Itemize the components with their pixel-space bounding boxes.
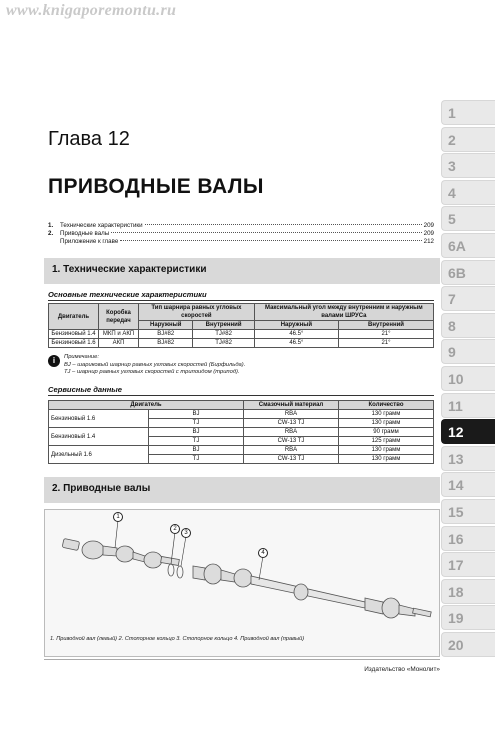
table-of-contents xyxy=(48,222,434,246)
toc-title: Технические характеристики xyxy=(60,222,143,229)
column-header: Тип шарнира равных угловых скоростей xyxy=(139,304,255,321)
drive-shaft-figure xyxy=(44,509,440,657)
chapter-tab-8[interactable]: 8 xyxy=(441,313,495,338)
chapter-tab-11[interactable]: 11 xyxy=(441,393,495,418)
chapter-tab-12[interactable]: 12 xyxy=(441,419,495,444)
table-cell: TJ#82 xyxy=(193,339,254,348)
column-header: Двигатель xyxy=(49,401,244,410)
toc-title: Приложение к главе xyxy=(60,238,119,245)
callout-2: 2 xyxy=(170,524,180,534)
chapter-tabs xyxy=(441,100,495,658)
table-cell: 125 грамм xyxy=(339,437,434,446)
table-row xyxy=(49,446,434,455)
section-title: 1. Технические характеристики xyxy=(52,264,207,275)
table-cell: Бензиновый 1.6 xyxy=(49,410,149,428)
table-cell: RBA xyxy=(244,410,339,419)
table-row xyxy=(49,428,434,437)
table-cell: 46.5° xyxy=(254,339,338,348)
table-cell: МКП и АКП xyxy=(99,330,139,339)
table-cell: CW-13 TJ xyxy=(244,419,339,428)
table-cell: АКП xyxy=(99,339,139,348)
table-cell: 21° xyxy=(339,330,434,339)
chapter-tab-6b[interactable]: 6В xyxy=(441,260,495,285)
chapter-tab-10[interactable]: 10 xyxy=(441,366,495,391)
column-header: Наружный xyxy=(139,321,193,330)
toc-leader xyxy=(145,224,422,225)
table-cell: RBA xyxy=(244,428,339,437)
callout-3: 3 xyxy=(181,528,191,538)
table-cell: BJ xyxy=(149,446,244,455)
chapter-tab-17[interactable]: 17 xyxy=(441,552,495,577)
table-cell: 90 грамм xyxy=(339,428,434,437)
column-header: Наружный xyxy=(254,321,338,330)
section-header-drive-shafts xyxy=(44,477,440,503)
basic-specs-table xyxy=(48,303,434,348)
chapter-tab-6a[interactable]: 6А xyxy=(441,233,495,258)
chapter-tab-9[interactable]: 9 xyxy=(441,339,495,364)
note-line: TJ – шарнир равных угловых скоростей с трипоидом (трипод). xyxy=(64,369,240,375)
drive-shaft-illustration xyxy=(45,510,439,630)
toc-title: Приводные валы xyxy=(60,230,110,237)
table-cell: 130 грамм xyxy=(339,446,434,455)
service-data-table xyxy=(48,400,434,464)
divider xyxy=(48,300,434,301)
chapter-tab-16[interactable]: 16 xyxy=(441,526,495,551)
table-row xyxy=(49,339,434,348)
column-header: Максимальный угол между внутренним и наружным валами ШРУСа xyxy=(254,304,433,321)
table-cell: Бензиновый 1.4 xyxy=(49,330,99,339)
table-cell: RBA xyxy=(244,446,339,455)
note-text xyxy=(64,354,245,377)
toc-page: 209 xyxy=(423,230,434,237)
chapter-tab-14[interactable]: 14 xyxy=(441,472,495,497)
toc-entry[interactable] xyxy=(48,222,434,230)
table-cell: TJ#82 xyxy=(193,330,254,339)
table-cell: BJ xyxy=(149,410,244,419)
column-header: Количество xyxy=(339,401,434,410)
toc-number: 2. xyxy=(48,230,54,237)
table-cell: Бензиновый 1.6 xyxy=(49,339,99,348)
table-row xyxy=(49,330,434,339)
table-cell: 21° xyxy=(339,339,434,348)
chapter-tab-13[interactable]: 13 xyxy=(441,446,495,471)
section-header-specs xyxy=(44,258,440,284)
table-cell: BJ#82 xyxy=(139,339,193,348)
chapter-tab-18[interactable]: 18 xyxy=(441,579,495,604)
toc-page: 209 xyxy=(423,222,434,229)
chapter-tab-2[interactable]: 2 xyxy=(441,127,495,152)
table-cell: TJ xyxy=(149,419,244,428)
chapter-tab-1[interactable]: 1 xyxy=(441,100,495,125)
chapter-tab-20[interactable]: 20 xyxy=(441,632,495,657)
note-line: BJ – шариковый шарнир равных угловых скоростей (Бирфильда). xyxy=(64,361,246,368)
toc-number: 1. xyxy=(48,222,54,229)
toc-entry[interactable] xyxy=(48,238,434,246)
column-header: Коробка передач xyxy=(99,304,139,330)
page-title: ПРИВОДНЫЕ ВАЛЫ xyxy=(48,175,264,198)
divider xyxy=(48,395,434,396)
table-cell: CW-13 TJ xyxy=(244,455,339,464)
table-cell: 130 грамм xyxy=(339,419,434,428)
table-cell: 130 грамм xyxy=(339,410,434,419)
section-title: 2. Приводные валы xyxy=(52,483,151,494)
table-cell: 46.5° xyxy=(254,330,338,339)
toc-entry[interactable] xyxy=(48,230,434,238)
chapter-tab-15[interactable]: 15 xyxy=(441,499,495,524)
watermark: www.knigaporemontu.ru xyxy=(6,2,177,19)
chapter-label: Глава 12 xyxy=(48,128,130,150)
table-cell: BJ xyxy=(149,428,244,437)
table-row xyxy=(49,410,434,419)
callout-1: 1 xyxy=(113,512,123,522)
note-label: Примечание: xyxy=(64,354,99,360)
basic-specs-title: Основные технические характеристики xyxy=(48,290,207,299)
column-header: Внутренний xyxy=(339,321,434,330)
publisher-label: Издательство «Монолит» xyxy=(364,666,440,673)
chapter-tab-4[interactable]: 4 xyxy=(441,180,495,205)
table-cell: BJ#82 xyxy=(139,330,193,339)
chapter-tab-19[interactable]: 19 xyxy=(441,605,495,630)
toc-leader xyxy=(120,240,421,241)
chapter-tab-7[interactable]: 7 xyxy=(441,286,495,311)
callout-4: 4 xyxy=(258,548,268,558)
chapter-tab-3[interactable]: 3 xyxy=(441,153,495,178)
table-cell: Бензиновый 1.4 xyxy=(49,428,149,446)
divider xyxy=(44,659,440,660)
note-icon: i xyxy=(48,355,60,367)
chapter-tab-5[interactable]: 5 xyxy=(441,206,495,231)
figure-caption: 1. Приводной вал (левый) 2. Стопорное кольцо 3. Стопорное кольцо 4. Приводной вал (правый) xyxy=(50,636,305,642)
column-header: Двигатель xyxy=(49,304,99,330)
toc-page: 212 xyxy=(423,238,434,245)
table-cell: Дизельный 1.6 xyxy=(49,446,149,464)
column-header: Смазочный материал xyxy=(244,401,339,410)
service-data-title: Сервисные данные xyxy=(48,385,122,394)
toc-leader xyxy=(111,232,421,233)
table-cell: TJ xyxy=(149,437,244,446)
table-cell: TJ xyxy=(149,455,244,464)
table-cell: CW-13 TJ xyxy=(244,437,339,446)
table-cell: 130 грамм xyxy=(339,455,434,464)
column-header: Внутренний xyxy=(193,321,254,330)
